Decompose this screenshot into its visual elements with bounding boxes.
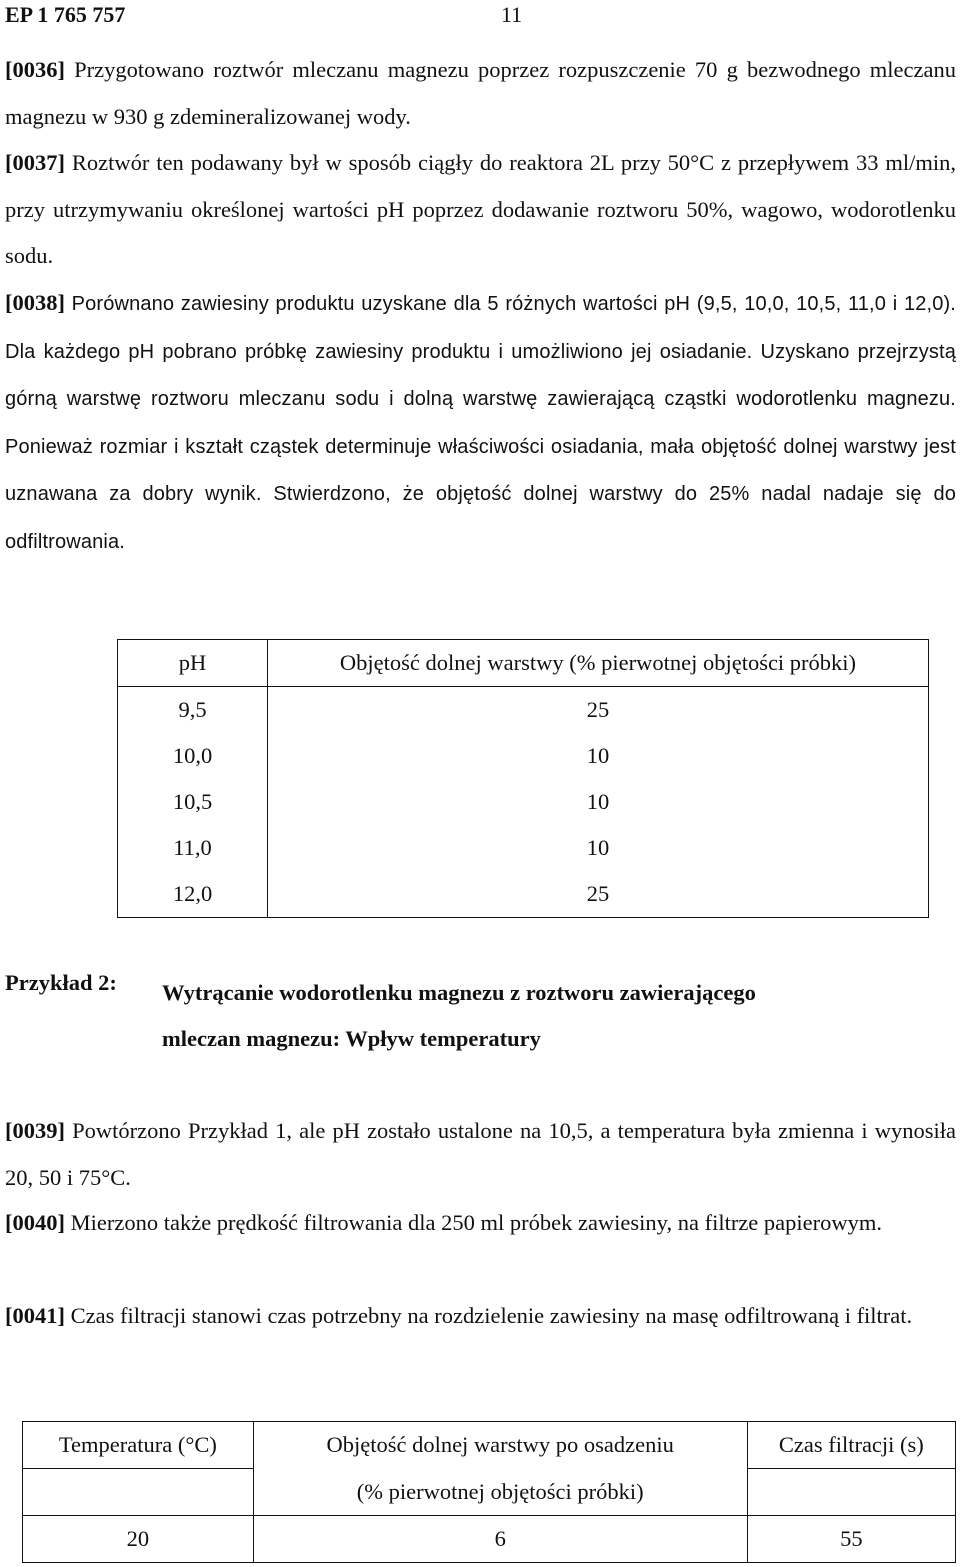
table-row: [118, 871, 929, 918]
table-row: [118, 733, 929, 779]
page-header: [5, 2, 956, 28]
paragraph-text: Czas filtracji stanowi czas potrzebny na rozdzielenie zawiesiny na masę odfiltrowaną i filtrat.: [65, 1303, 913, 1328]
table-header-cell: Objętość dolnej warstwy po osadzeniu: [253, 1422, 747, 1469]
paragraph-tag: [0039]: [5, 1118, 65, 1143]
paragraph-0041: [5, 1293, 956, 1340]
patent-number: EP 1 765 757: [5, 2, 126, 27]
table-cell: 10: [268, 779, 929, 825]
example-label: Przykład 2:: [5, 970, 117, 995]
table-header-row-continued: [23, 1469, 956, 1516]
table-cell: [23, 1469, 254, 1516]
temperature-table: [22, 1421, 956, 1563]
paragraph-text: Mierzono także prędkość filtrowania dla 250 ml próbek zawiesiny, na filtrze papierowym.: [65, 1210, 883, 1235]
paragraph-text: Przygotowano roztwór mleczanu magnezu poprzez rozpuszczenie 70 g bezwodnego mleczanu magnezu w 930 g zdemineralizowanej wody.: [5, 57, 956, 129]
table-cell: 10,0: [118, 733, 268, 779]
table-cell: [747, 1469, 955, 1516]
table-header-cell: Objętość dolnej warstwy (% pierwotnej objętości próbki): [268, 640, 929, 687]
example-title-line: Wytrącanie wodorotlenku magnezu z roztworu zawierającego: [162, 980, 756, 1005]
paragraph-tag: [0040]: [5, 1210, 65, 1235]
table-cell: 10: [268, 733, 929, 779]
table-cell: 55: [747, 1516, 955, 1563]
table-row: [118, 825, 929, 871]
paragraph-tag: [0038]: [5, 290, 65, 315]
table-header-row: [118, 640, 929, 687]
paragraph-text: Roztwór ten podawany był w sposób ciągły do reaktora 2L przy 50°C z przepływem 33 ml/min, przy utrzymywaniu określonej wartości pH poprzez dodawanie roztworu 50%, wagowo, wodorotlenku sodu.: [5, 150, 956, 268]
page-number: 11: [501, 2, 523, 27]
table-header-row: [23, 1422, 956, 1469]
table-cell: 9,5: [118, 687, 268, 734]
table-row: [23, 1516, 956, 1563]
table-header-cell: pH: [118, 640, 268, 687]
table-row: [118, 779, 929, 825]
paragraph-text: Powtórzono Przykład 1, ale pH zostało ustalone na 10,5, a temperatura była zmienna i wynosiła 20, 50 i 75°C.: [5, 1118, 956, 1190]
table-header-cell: Czas filtracji (s): [747, 1422, 955, 1469]
paragraph-tag: [0036]: [5, 57, 65, 82]
table-row: [118, 687, 929, 734]
paragraph-text: Uzyskano przejrzystą górną warstwę roztworu mleczanu sodu i dolną warstwę zawierającą cząstki wodorotlenku magnezu.: [5, 340, 956, 410]
paragraph-0038: [5, 280, 956, 565]
table-cell: 10,5: [118, 779, 268, 825]
paragraph-0037: [5, 140, 956, 280]
example-title: [162, 970, 922, 1062]
table-cell: 25: [268, 687, 929, 734]
paragraph-text: Porównano zawiesiny produktu uzyskane dla 5 różnych wartości pH (9,5, 10,0, 10,5, 11,0 i 12,0). Dla każdego pH pobrano próbkę zawiesiny produktu i umożliwiono jej osiadanie.: [5, 293, 956, 363]
paragraph-0039: [5, 1108, 956, 1201]
ph-volume-table: [117, 639, 929, 918]
paragraph-text: Ponieważ rozmiar i kształt cząstek determinuje właściwości osiadania, mała objętość dolnej warstwy jest uznawana za dobry wynik. Stwierdzono, że objętość dolnej warstwy do 25% nadal nadaje się do odfiltrowania.: [5, 435, 956, 553]
table-cell: 20: [23, 1516, 254, 1563]
paragraph-tag: [0041]: [5, 1303, 65, 1328]
table-cell: 10: [268, 825, 929, 871]
table-header-cell: (% pierwotnej objętości próbki): [253, 1469, 747, 1516]
table-cell: 25: [268, 871, 929, 918]
table-cell: 11,0: [118, 825, 268, 871]
paragraph-tag: [0037]: [5, 150, 65, 175]
paragraph-0040: [5, 1200, 956, 1247]
table-header-cell: Temperatura (°C): [23, 1422, 254, 1469]
table-cell: 12,0: [118, 871, 268, 918]
table-cell: 6: [253, 1516, 747, 1563]
paragraph-0036: [5, 47, 956, 140]
example-title-line: mleczan magnezu: Wpływ temperatury: [162, 1026, 541, 1051]
